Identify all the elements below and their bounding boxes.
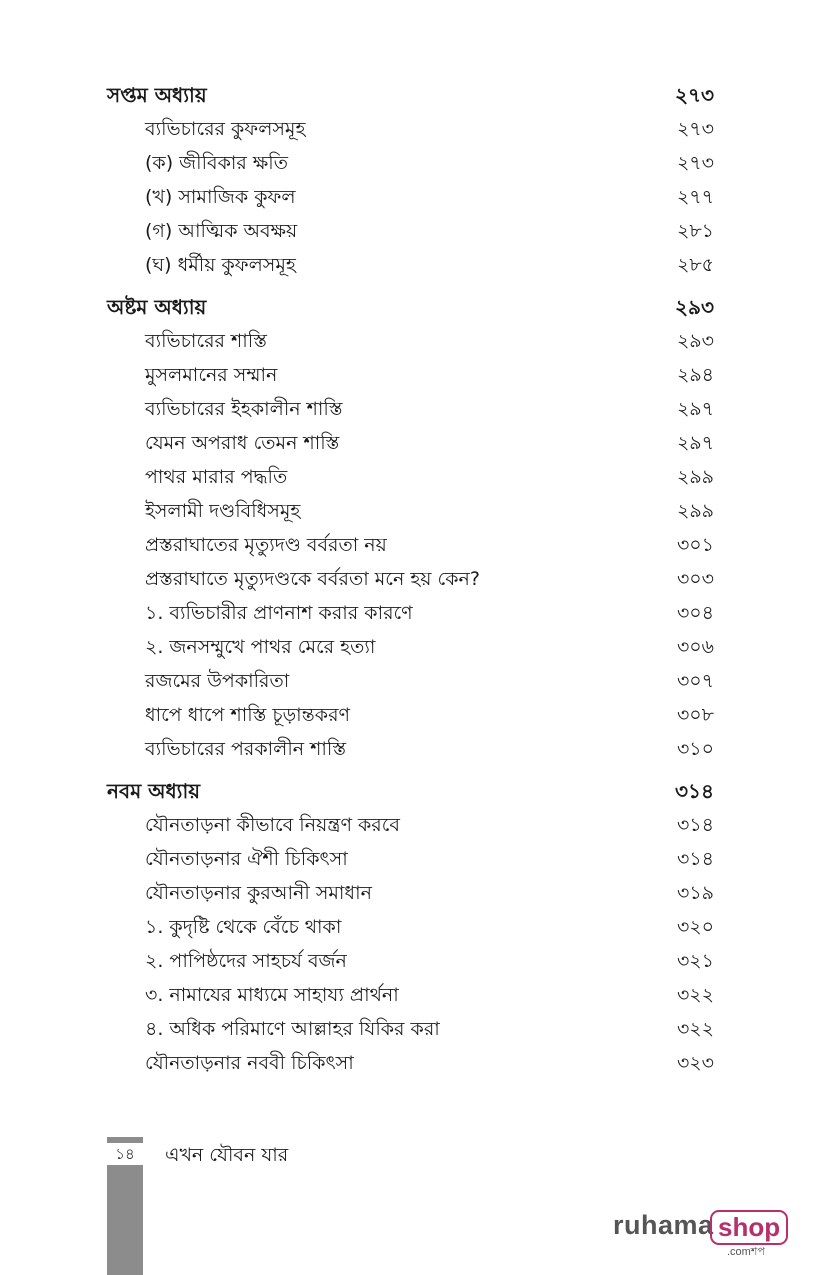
entry-page: ৩২১ (676, 950, 714, 972)
entry-page: ৩১৪ (676, 814, 714, 836)
toc-entry[interactable] (107, 392, 714, 426)
entry-title: যেমন অপরাধ তেমন শাস্তি (145, 432, 340, 454)
toc-entry[interactable] (107, 1012, 714, 1046)
entry-page: ৩০৩ (676, 568, 714, 590)
entry-page: ৩২৩ (676, 1052, 714, 1074)
entry-title: ব্যভিচারের কুফলসমূহ (145, 118, 306, 140)
entry-page: ৩১০ (676, 738, 714, 760)
toc-entry[interactable] (107, 180, 714, 214)
entry-title: (খ) সামাজিক কুফল (145, 186, 296, 208)
chapter-title: সপ্তম অধ্যায় (107, 83, 207, 107)
chapter-page: ৩১৪ (675, 779, 714, 803)
chapter-heading[interactable] (107, 774, 714, 808)
entry-title: ইসলামী দণ্ডবিধিসমূহ (145, 500, 301, 522)
entry-page: ৩০৭ (676, 670, 714, 692)
table-of-contents (107, 78, 714, 1088)
entry-page: ২৭৭ (676, 186, 714, 208)
toc-entry[interactable] (107, 562, 714, 596)
toc-entry[interactable] (107, 876, 714, 910)
entry-title: ৪. অধিক পরিমাণে আল্লাহর যিকির করা (145, 1018, 440, 1040)
toc-entry[interactable] (107, 698, 714, 732)
entry-page: ২৯৭ (676, 432, 714, 454)
entry-title: যৌনতাড়না কীভাবে নিয়ন্ত্রণ করবে (145, 814, 400, 836)
entry-title: যৌনতাড়নার নববী চিকিৎসা (145, 1052, 354, 1074)
toc-entry[interactable] (107, 944, 714, 978)
entry-page: ৩২০ (676, 916, 714, 938)
chapter-7 (107, 78, 714, 282)
logo-word-ruhama: ruhama (613, 1210, 714, 1240)
running-footer-title: এখন যৌবন যার (165, 1144, 289, 1166)
entry-title: ব্যভিচারের পরকালীন শাস্তি (145, 738, 346, 760)
entry-page: ৩০৬ (676, 636, 714, 658)
chapter-page: ২৭৩ (674, 83, 714, 107)
tab-cap (107, 1137, 143, 1142)
toc-entry[interactable] (107, 1046, 714, 1080)
toc-entry[interactable] (107, 842, 714, 876)
entry-title: ১. ব্যভিচারীর প্রাণনাশ করার কারণে (145, 602, 413, 624)
entry-page: ২৯৯ (676, 500, 714, 522)
entry-page: ৩০৮ (676, 704, 714, 726)
toc-entry[interactable] (107, 808, 714, 842)
entry-title: যৌনতাড়নার ঐশী চিকিৎসা (145, 848, 348, 870)
logo-word-shop: shop (710, 1210, 788, 1245)
chapter-heading[interactable] (107, 78, 714, 112)
chapter-page: ২৯৩ (675, 295, 714, 319)
entry-page: ৩০১ (676, 534, 714, 556)
toc-entry[interactable] (107, 460, 714, 494)
entry-page: ৩২২ (676, 984, 714, 1006)
entry-page: ৩১৯ (676, 882, 714, 904)
toc-entry[interactable] (107, 146, 714, 180)
entry-title: ২. পাপিষ্ঠদের সাহচর্য বর্জন (145, 950, 347, 972)
entry-title: ব্যভিচারের ইহকালীন শাস্তি (145, 398, 343, 420)
entry-title: প্রস্তরাঘাতের মৃত্যুদণ্ড বর্বরতা নয় (145, 534, 387, 556)
entry-title: যৌনতাড়নার কুরআনী সমাধান (145, 882, 372, 904)
toc-entry[interactable] (107, 358, 714, 392)
toc-entry[interactable] (107, 324, 714, 358)
entry-title: (গ) আত্মিক অবক্ষয় (145, 220, 298, 242)
chapter-8 (107, 290, 714, 766)
chapter-heading[interactable] (107, 290, 714, 324)
chapter-9 (107, 774, 714, 1080)
entry-title: ২. জনসম্মুখে পাথর মেরে হত্যা (145, 636, 376, 658)
entry-page: ২৯৭ (676, 398, 714, 420)
entry-title: (ক) জীবিকার ক্ষতি (145, 152, 288, 174)
entry-title: মুসলমানের সম্মান (145, 364, 278, 386)
toc-entry[interactable] (107, 596, 714, 630)
entry-title: ৩. নামাযের মাধ্যমে সাহায্য প্রার্থনা (145, 984, 399, 1006)
entry-page: ২৯৩ (676, 330, 714, 352)
entry-page: ২৯৪ (676, 364, 714, 386)
logo-domain-suffix: .comশপ (727, 1246, 765, 1258)
entry-page: ২৮৫ (676, 254, 714, 276)
entry-title: রজমের উপকারিতা (145, 670, 290, 692)
entry-page: ৩১৪ (676, 848, 714, 870)
toc-entry[interactable] (107, 910, 714, 944)
entry-page: ২৭৩ (676, 118, 714, 140)
page-number: ১৪ (107, 1143, 143, 1165)
entry-page: ২৯৯ (676, 466, 714, 488)
entry-title: ব্যভিচারের শাস্তি (145, 330, 267, 352)
toc-entry[interactable] (107, 248, 714, 282)
toc-entry[interactable] (107, 978, 714, 1012)
chapter-title: অষ্টম অধ্যায় (107, 295, 207, 319)
toc-entry[interactable] (107, 630, 714, 664)
toc-entry[interactable] (107, 732, 714, 766)
entry-title: প্রস্তরাঘাতে মৃত্যুদণ্ডকে বর্বরতা মনে হয় কেন? (145, 568, 480, 590)
entry-page: ৩২২ (676, 1018, 714, 1040)
entry-page: ৩০৪ (676, 602, 714, 624)
entry-title: (ঘ) ধর্মীয় কুফলসমূহ (145, 254, 296, 276)
chapter-title: নবম অধ্যায় (107, 779, 201, 803)
entry-title: ১. কুদৃষ্টি থেকে বেঁচে থাকা (145, 916, 342, 938)
toc-entry[interactable] (107, 214, 714, 248)
toc-entry[interactable] (107, 664, 714, 698)
entry-title: ধাপে ধাপে শাস্তি চূড়ান্তকরণ (145, 704, 351, 726)
toc-entry[interactable] (107, 528, 714, 562)
entry-page: ২৮১ (676, 220, 714, 242)
toc-entry[interactable] (107, 494, 714, 528)
toc-entry[interactable] (107, 112, 714, 146)
page-number-tab (107, 1137, 143, 1275)
entry-title: পাথর মারার পদ্ধতি (145, 466, 288, 488)
toc-entry[interactable] (107, 426, 714, 460)
entry-page: ২৭৩ (676, 152, 714, 174)
